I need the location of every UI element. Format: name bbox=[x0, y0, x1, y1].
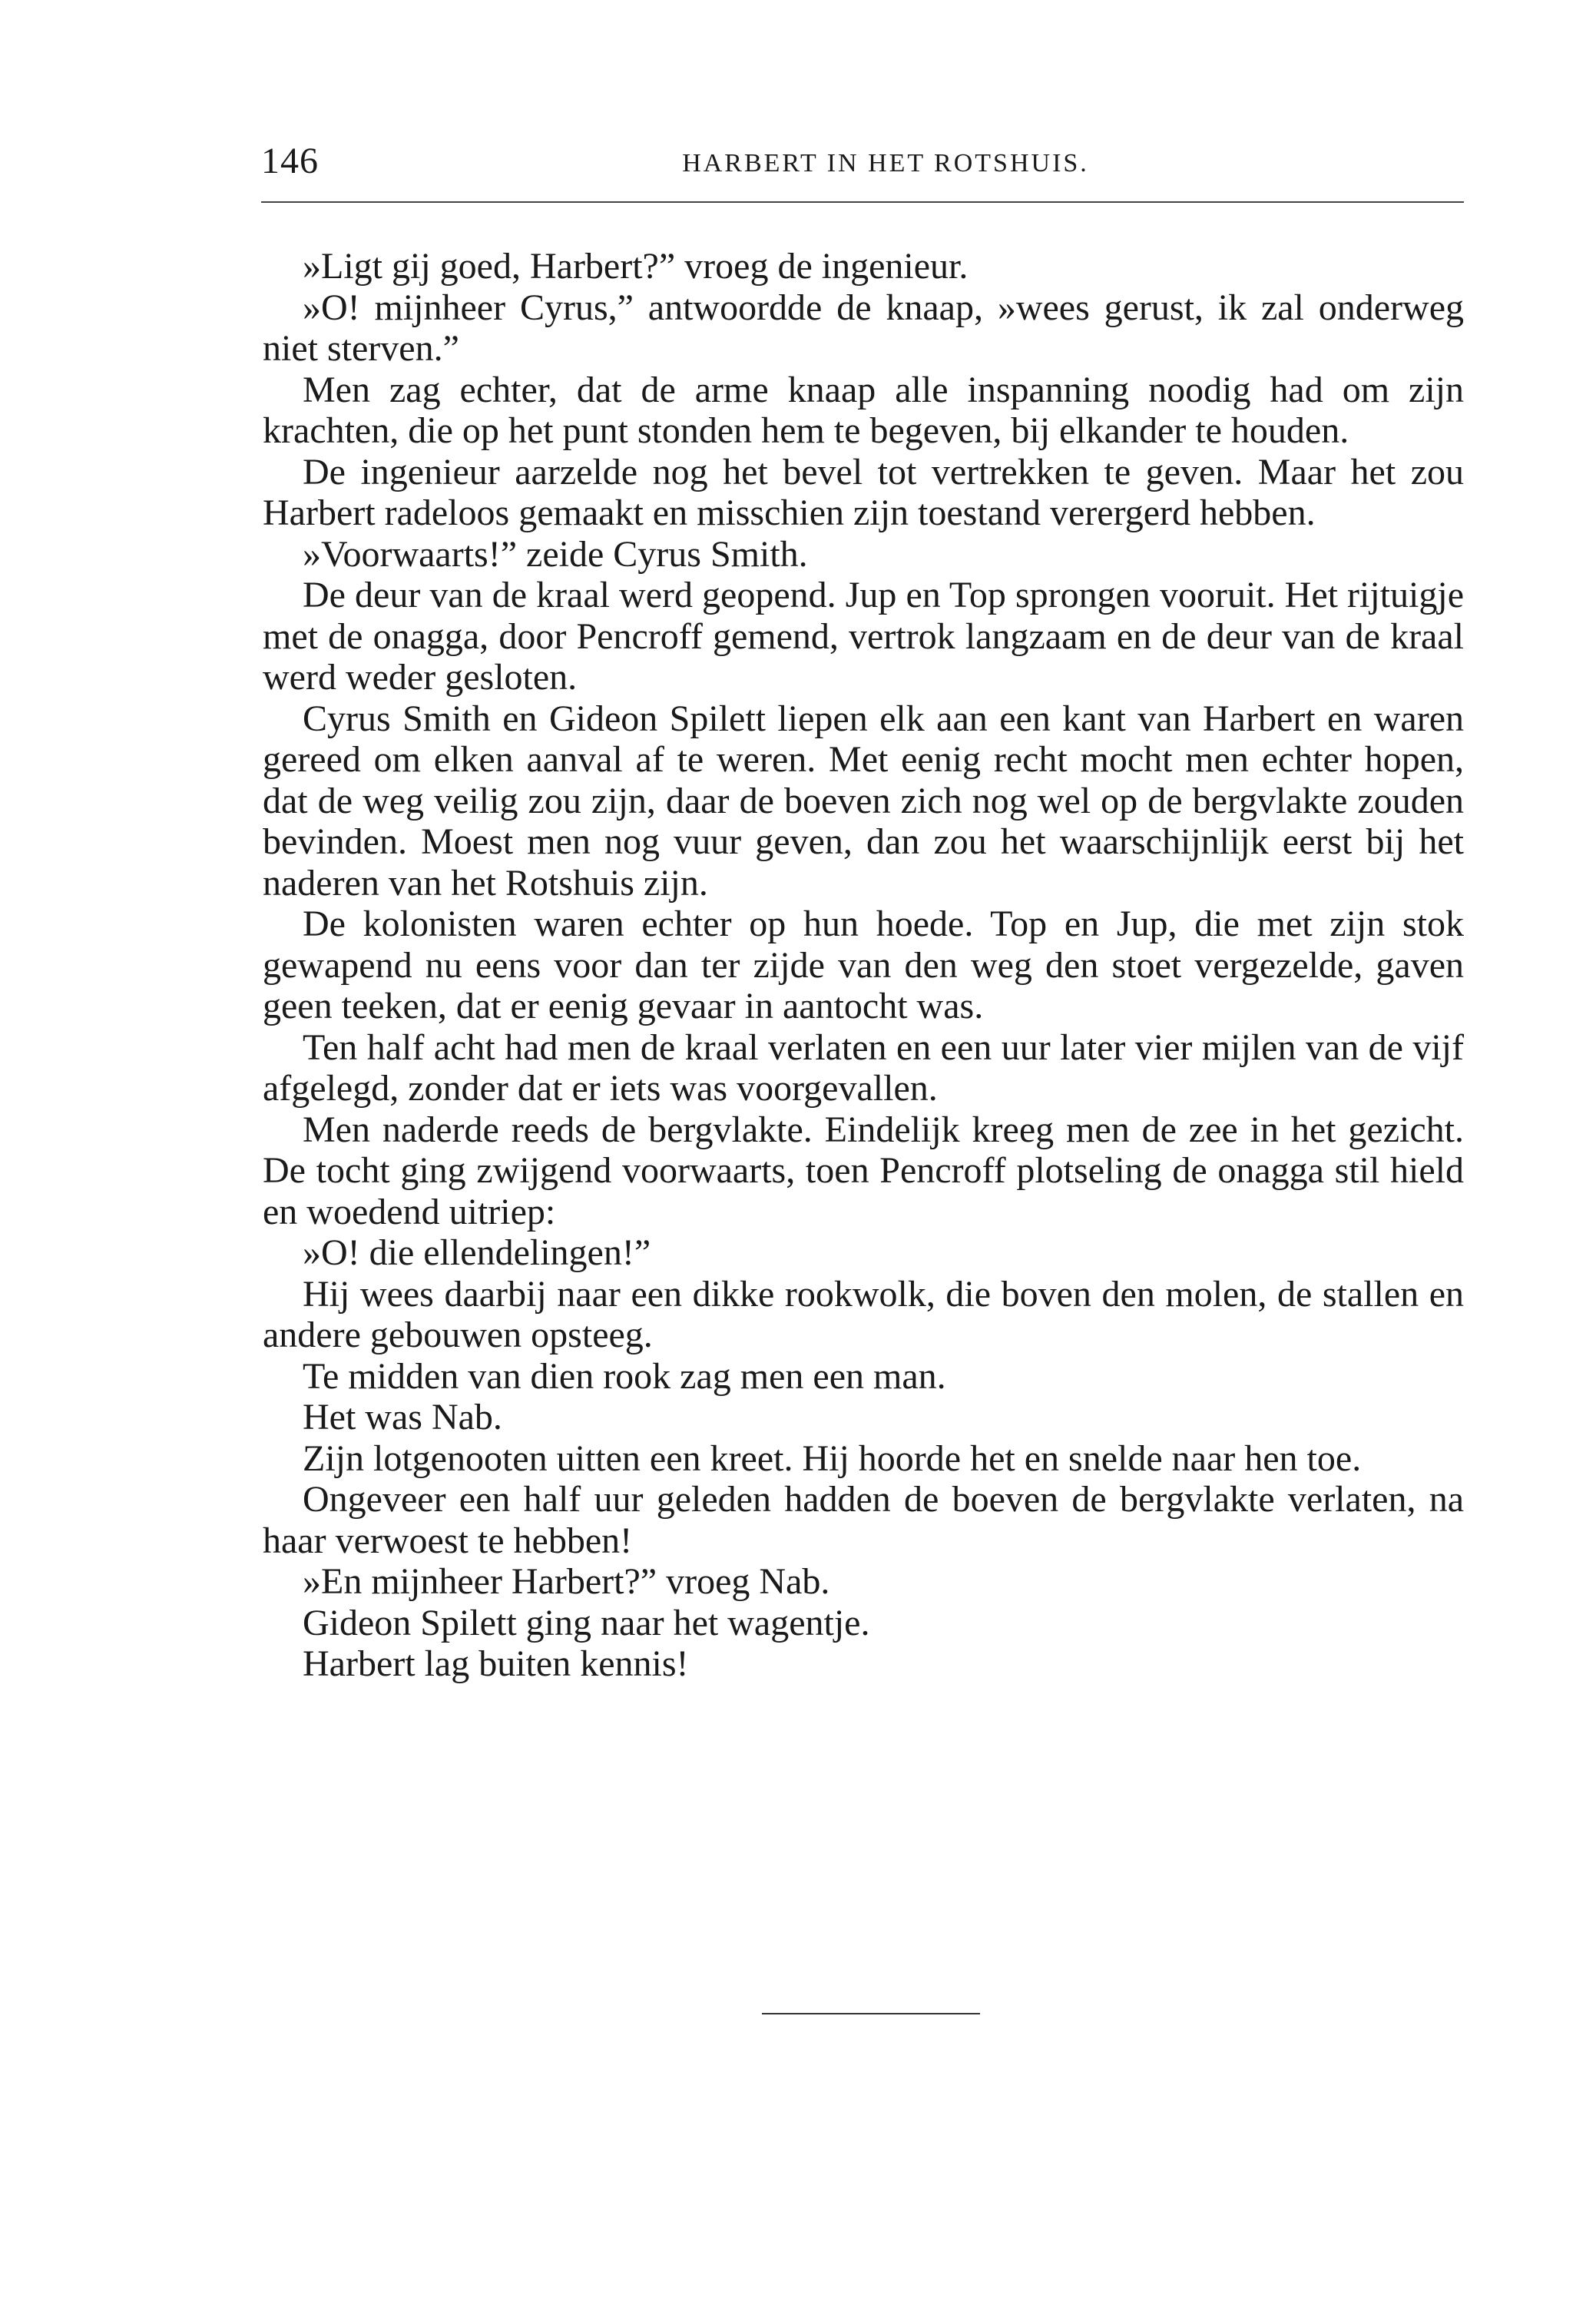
paragraph: »O! mijnheer Cyrus,” antwoordde de knaap, »wees gerust, ik zal onderweg niet sterven.” bbox=[263, 287, 1464, 369]
paragraph: Gideon Spilett ging naar het wagentje. bbox=[303, 1602, 870, 1643]
header-rule bbox=[261, 201, 1464, 203]
paragraph: De deur van de kraal werd geopend. Jup en Top sprongen vooruit. Het rijtuigje met de onagga, door Pencroff gemend, vertrok langzaam en de deur van de kraal werd weder gesloten. bbox=[263, 575, 1464, 698]
chapter-end-rule bbox=[762, 2013, 980, 2014]
paragraph: »Voorwaarts!” zeide Cyrus Smith. bbox=[303, 533, 808, 575]
paragraph: »Ligt gij goed, Harbert?” vroeg de ingenieur. bbox=[303, 246, 969, 287]
running-head: HARBERT IN HET ROTSHUIS. bbox=[682, 149, 1089, 177]
page-number: 146 bbox=[261, 141, 319, 181]
paragraph: Zijn lotgenooten uitten een kreet. Hij hoorde het en snelde naar hen toe. bbox=[303, 1437, 1362, 1479]
paragraph: Hij wees daarbij naar een dikke rookwolk, die boven den molen, de stallen en andere gebouwen opsteeg. bbox=[263, 1273, 1464, 1355]
body-text bbox=[263, 246, 1464, 1685]
page-header bbox=[261, 138, 1464, 192]
paragraph: Men naderde reeds de bergvlakte. Eindelijk kreeg men de zee in het gezicht. De tocht ging zwijgend voorwaarts, toen Pencroff plotseling de onagga stil hield en woedend uitriep: bbox=[263, 1109, 1464, 1232]
paragraph: Het was Nab. bbox=[303, 1397, 502, 1437]
paragraph: Men zag echter, dat de arme knaap alle inspanning noodig had om zijn krachten, die op het punt stonden hem te begeven, bij elkander te houden. bbox=[263, 369, 1464, 451]
paragraph: Ten half acht had men de kraal verlaten en een uur later vier mijlen van de vijf afgelegd, zonder dat er iets was voorgevallen. bbox=[263, 1026, 1464, 1109]
paragraph: Te midden van dien rook zag men een man. bbox=[303, 1355, 946, 1397]
paragraph: De ingenieur aarzelde nog het bevel tot vertrekken te geven. Maar het zou Harbert radeloos gemaakt en misschien zijn toestand verergerd hebben. bbox=[263, 451, 1464, 533]
paragraph: Harbert lag buiten kennis! bbox=[303, 1643, 689, 1684]
paragraph: Cyrus Smith en Gideon Spilett liepen elk aan een kant van Harbert en waren gereed om elken aanval af te weren. Met eenig recht mocht men echter hopen, dat de weg veilig zou zijn, daar de boeven zich nog wel op de bergvlakte zouden bevinden. Moest men nog vuur geven, dan zou het waarschijnlijk eerst bij het naderen van het Rotshuis zijn. bbox=[263, 698, 1464, 904]
paragraph: Ongeveer een half uur geleden hadden de boeven de bergvlakte verlaten, na haar verwoest te hebben! bbox=[263, 1479, 1464, 1561]
paragraph: »En mijnheer Harbert?” vroeg Nab. bbox=[303, 1561, 830, 1602]
paragraph: De kolonisten waren echter op hun hoede. Top en Jup, die met zijn stok gewapend nu eens voor dan ter zijde van den weg den stoet vergezelde, gaven geen teeken, dat er eenig gevaar in aantocht was. bbox=[263, 904, 1464, 1026]
paragraph: »O! die ellendelingen!” bbox=[303, 1232, 651, 1273]
